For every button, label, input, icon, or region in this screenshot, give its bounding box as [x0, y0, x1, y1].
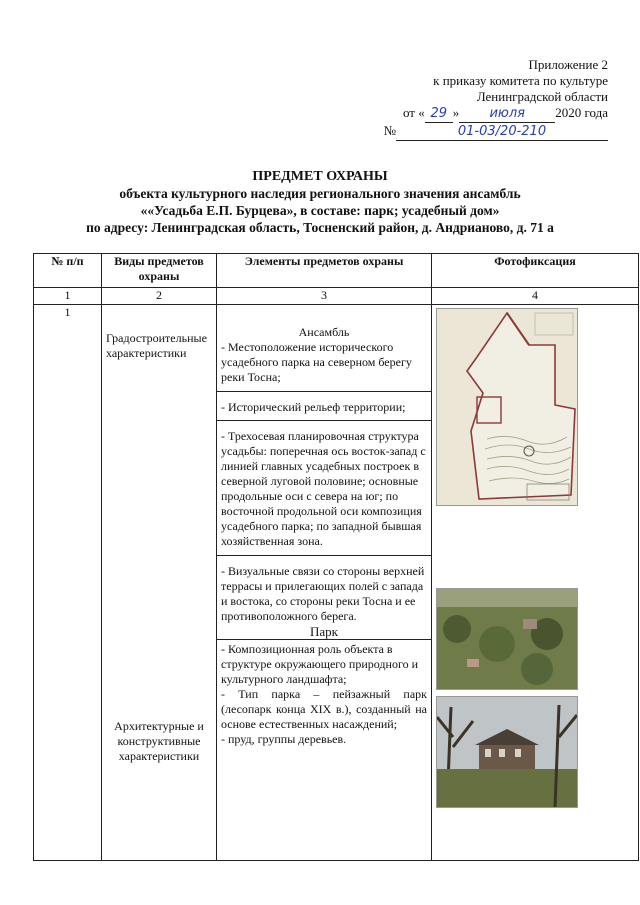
number-cell: 2 — [102, 288, 217, 305]
park-pond: - пруд, группы деревьев. — [221, 732, 347, 746]
number-prefix: № — [383, 123, 396, 138]
header-num: № п/п — [34, 254, 102, 288]
site-plan-image — [436, 308, 578, 506]
table-header-row — [34, 254, 639, 288]
date-year: 2020 года — [555, 105, 608, 120]
table-number-row — [34, 288, 639, 305]
header-elements: Элементы предметов охраны — [217, 254, 432, 288]
row-number: 1 — [34, 305, 102, 861]
element-visual-links: - Визуальные связи со стороны верхней террасы и прилегающих полей с запада и востока, со стороны реки Тосна и ее противоположного берега. — [221, 564, 425, 623]
title-line1: ПРЕДМЕТ ОХРАНЫ — [252, 169, 388, 184]
protection-type-cell — [102, 305, 217, 861]
element-location: - Местоположение исторического усадебного парка на северном берегу реки Тосна; — [221, 340, 412, 384]
header-photo: Фотофиксация — [432, 254, 639, 288]
appendix-date — [384, 105, 608, 123]
appendix-line2: к приказу комитета по культуре — [433, 73, 608, 88]
date-day: 29 — [425, 106, 453, 123]
date-prefix: от « — [402, 105, 425, 120]
number-cell: 1 — [34, 288, 102, 305]
appendix-number — [384, 123, 608, 141]
aerial-photo-drawing — [437, 589, 577, 689]
park-type: - Тип парка – пейзажный парк (лесопарк конца XIX в.), созданный на основе естественных насаждений; — [221, 687, 427, 731]
estate-photo-drawing — [437, 697, 577, 807]
element-structure: - Трехосевая планировочная структура усадьбы: поперечная ось восток-запад с линией главных усадебных построек в северной луговой половине; основные продольные оси с севера на юг; по восточной продольной оси композиция усадебного парка; по западной бывшая хозяйственная зона. — [221, 429, 426, 548]
date-mid: » — [452, 105, 460, 120]
number-cell: 4 — [432, 288, 639, 305]
element-relief: - Исторический рельеф территории; — [221, 400, 406, 414]
title-line4: по адресу: Ленинградская область, Тосненский район, д. Андрианово, д. 71 а — [86, 220, 554, 235]
title-line3: ««Усадьба Е.П. Бурцева», в составе: парк; усадебный дом» — [140, 203, 500, 218]
number-cell: 3 — [217, 288, 432, 305]
appendix-line1: Приложение 2 — [528, 57, 608, 72]
photo-cell — [432, 305, 639, 861]
type-urban: Градостроительные характеристики — [106, 331, 207, 360]
document-title — [0, 168, 640, 236]
park-role: - Композиционная роль объекта в структуре окружающего природного и культурного ландшафта; — [221, 642, 418, 686]
protection-table — [33, 253, 639, 861]
ensemble-heading: Ансамбль — [298, 325, 350, 339]
type-architectural: Архитектурные и конструктивные характеристики — [114, 719, 204, 763]
number-value: 01-03/20-210 — [396, 124, 608, 141]
estate-house-photo — [436, 696, 578, 808]
park-heading: Парк — [310, 624, 338, 639]
date-month: июля — [459, 106, 555, 123]
elements-cell — [217, 305, 432, 861]
appendix-block — [384, 57, 608, 141]
header-type: Виды предметов охраны — [102, 254, 217, 288]
title-line2: объекта культурного наследия регионального значения ансамбль — [119, 186, 521, 201]
aerial-photo — [436, 588, 578, 690]
table-row — [34, 305, 639, 861]
appendix-line3: Ленинградской области — [476, 89, 608, 104]
site-plan-drawing — [437, 309, 577, 505]
